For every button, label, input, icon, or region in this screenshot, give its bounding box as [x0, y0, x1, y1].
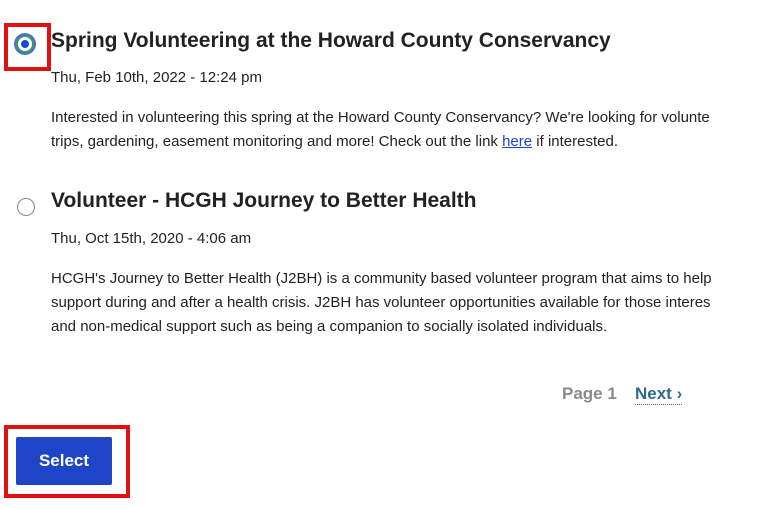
- item-2-date: Thu, Oct 15th, 2020 - 4:06 am: [51, 230, 252, 247]
- pager-next-link[interactable]: Next ›: [635, 384, 683, 403]
- item-1-desc-line-2-post: if interested.: [532, 133, 618, 150]
- select-button[interactable]: Select: [16, 437, 112, 485]
- item-1-date: Thu, Feb 10th, 2022 - 12:24 pm: [51, 69, 262, 86]
- item-2-title: Volunteer - HCGH Journey to Better Health: [51, 189, 477, 212]
- pager-current-page: Page 1: [562, 384, 617, 403]
- item-2-desc-line-2: support during and after a health crisis. J2BH has volunteer opportunities available for those interes: [51, 294, 711, 311]
- item-2-desc-line-3: and non-medical support such as being a companion to socially isolated individuals.: [51, 318, 608, 335]
- item-1-description: [51, 106, 710, 154]
- radio-item-2[interactable]: [17, 198, 35, 216]
- item-1-desc-line-1: Interested in volunteering this spring at the Howard County Conservancy? We're looking for volunte: [51, 109, 710, 126]
- here-link[interactable]: here: [502, 133, 533, 150]
- item-1-desc-line-2-pre: trips, gardening, easement monitoring and more! Check out the link: [51, 133, 503, 150]
- item-2-desc-line-1: HCGH's Journey to Better Health (J2BH) is a community based volunteer program that aims to help: [51, 270, 712, 287]
- item-2-description: [51, 267, 712, 339]
- item-1-title: Spring Volunteering at the Howard County Conservancy: [51, 29, 611, 52]
- radio-item-1[interactable]: [16, 35, 34, 53]
- item-1-desc-line-2: [51, 130, 710, 154]
